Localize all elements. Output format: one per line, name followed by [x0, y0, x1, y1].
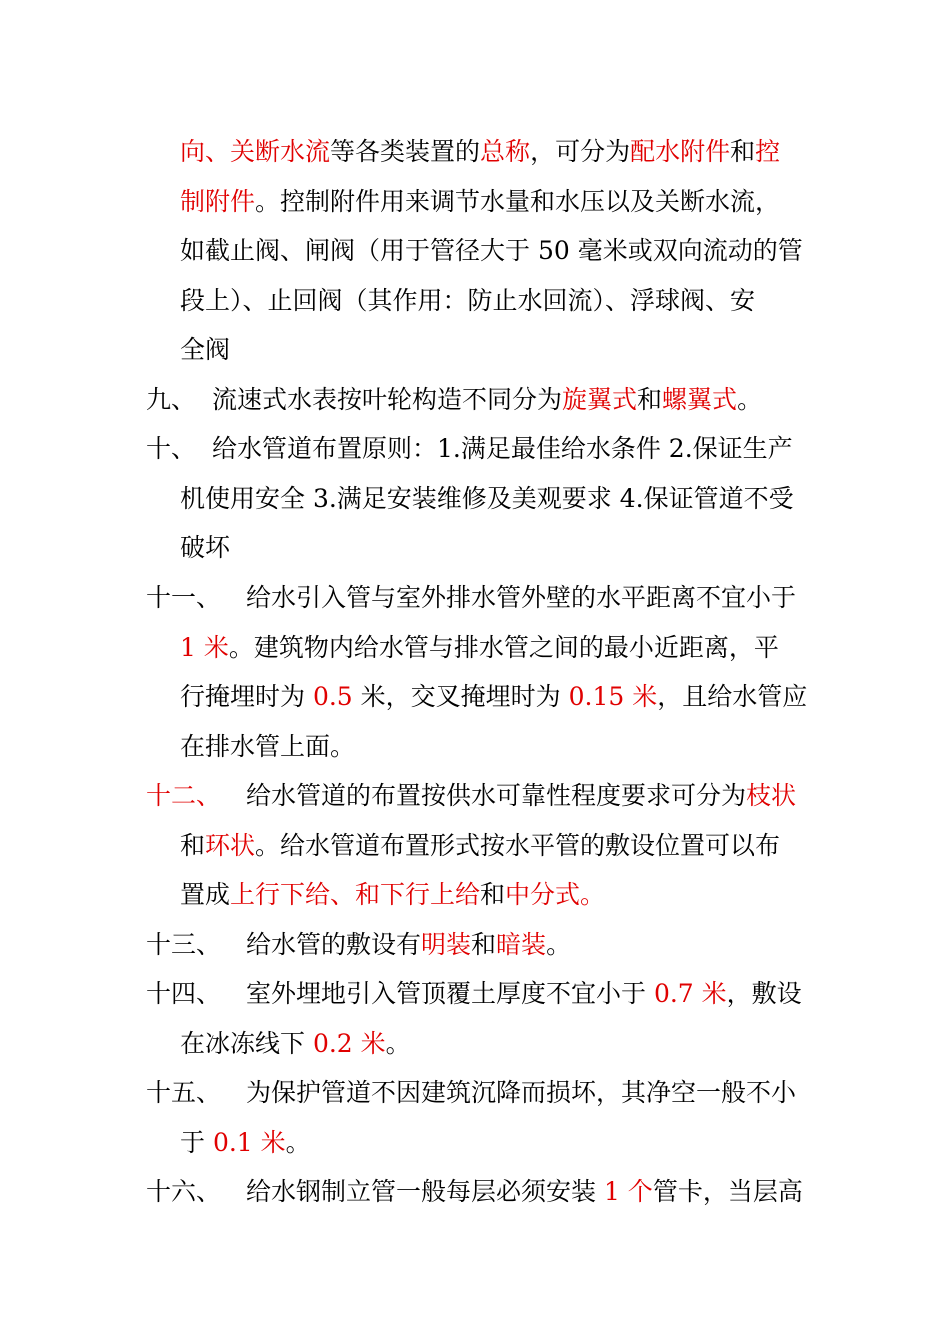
list-number: 十二、	[146, 781, 222, 810]
highlighted-text: 控	[755, 137, 781, 166]
highlighted-text: 0.1 米	[212, 1128, 286, 1157]
body-text: 如截止阀、闸阀（用于管径大于 50 毫米或双向流动的管	[180, 236, 803, 265]
line-text	[246, 778, 796, 814]
line-text	[180, 630, 779, 666]
body-text: ，可分为	[530, 137, 631, 166]
body-text: 置成	[180, 880, 231, 909]
line-text	[180, 481, 794, 517]
body-text: 机使用安全 3.满足安装维修及美观要求 4.保证管道不受	[180, 484, 794, 513]
line-text	[180, 828, 780, 864]
body-text: 给水管道的布置按供水可靠性程度要求可分为	[246, 781, 747, 810]
body-text: 给水管道布置原则：1.满足最佳给水条件 2.保证生产	[212, 434, 793, 463]
highlighted-text: 旋翼式	[562, 385, 638, 414]
highlighted-text: 总称	[480, 137, 531, 166]
highlighted-text: 明装	[421, 930, 472, 959]
body-text: 和	[471, 930, 497, 959]
list-number: 十六、	[146, 1177, 222, 1206]
body-text: 给水管的敷设有	[246, 930, 422, 959]
highlighted-text: 配水附件	[630, 137, 731, 166]
line-text	[246, 927, 571, 963]
line-text	[246, 580, 796, 616]
body-text: 。给水管道布置形式按水平管的敷设位置可以布	[255, 831, 781, 860]
body-text: 段上）、止回阀（其作用：防止水回流）、浮球阀、安	[180, 286, 756, 315]
highlighted-text: 0.7 米	[653, 979, 727, 1008]
highlighted-text: 制附件	[180, 187, 256, 216]
body-text: 于	[180, 1128, 213, 1157]
line-text	[180, 530, 230, 566]
highlighted-text: 枝状	[746, 781, 797, 810]
body-text: 在排水管上面。	[180, 732, 356, 761]
body-text: 。	[285, 1128, 311, 1157]
highlighted-text: 0.15 米	[568, 682, 658, 711]
highlighted-text: 0.2 米	[312, 1029, 386, 1058]
body-text: 和	[637, 385, 663, 414]
body-text: 给水钢制立管一般每层必须安装	[246, 1177, 604, 1206]
body-text: ，敷设	[726, 979, 802, 1008]
highlighted-text: 螺翼式	[662, 385, 738, 414]
list-number: 十、	[146, 434, 197, 463]
list-number: 十五、	[146, 1078, 222, 1107]
body-text: 。	[737, 385, 763, 414]
body-text: 流速式水表按叶轮构造不同分为	[212, 385, 563, 414]
line-text	[212, 431, 793, 467]
body-text: 米，交叉掩埋时为	[352, 682, 569, 711]
highlighted-text: 1 个	[603, 1177, 653, 1206]
list-number: 十三、	[146, 930, 222, 959]
body-text: 。建筑物内给水管与排水管之间的最小近距离，平	[228, 633, 779, 662]
line-text	[180, 679, 807, 715]
line-text	[180, 729, 355, 765]
highlighted-text: 暗装	[496, 930, 547, 959]
body-text: 为保护管道不因建筑沉降而损坏，其净空一般不小	[246, 1078, 797, 1107]
body-text: 。控制附件用来调节水量和水压以及关断水流，	[255, 187, 781, 216]
highlighted-text: 环状	[205, 831, 256, 860]
line-text	[180, 283, 755, 319]
body-text: 和	[180, 831, 206, 860]
body-text: 。	[385, 1029, 411, 1058]
list-number: 十四、	[146, 979, 222, 1008]
body-text: 管卡，当层高	[652, 1177, 803, 1206]
body-text: 和	[730, 137, 756, 166]
line-text	[180, 134, 780, 170]
list-number: 十一、	[146, 583, 222, 612]
body-text: 给水引入管与室外排水管外壁的水平距离不宜小于	[246, 583, 797, 612]
list-number: 九、	[146, 385, 197, 414]
body-text: 。	[546, 930, 572, 959]
highlighted-text: 向、	[180, 137, 231, 166]
highlighted-text: 上行下给、和下行上给	[230, 880, 481, 909]
line-text	[246, 976, 802, 1012]
line-text	[180, 332, 230, 368]
highlighted-text: 1 米	[180, 633, 229, 662]
line-text	[212, 382, 762, 418]
body-text: 和	[480, 880, 506, 909]
highlighted-text: 0.5	[312, 682, 353, 711]
highlighted-text: 中分式。	[505, 880, 606, 909]
line-text	[180, 1125, 311, 1161]
body-text: ，且给水管应	[657, 682, 808, 711]
line-text	[180, 1026, 411, 1062]
highlighted-text: 关断水流	[230, 137, 331, 166]
line-text	[180, 233, 803, 269]
line-text	[246, 1075, 796, 1111]
line-text	[180, 877, 605, 913]
body-text: 行掩埋时为	[180, 682, 313, 711]
body-text: 全阀	[180, 335, 231, 364]
body-text: 在冰冻线下	[180, 1029, 313, 1058]
body-text: 等各类装置的	[330, 137, 481, 166]
line-text	[246, 1174, 803, 1210]
line-text	[180, 184, 780, 220]
body-text: 室外埋地引入管顶覆土厚度不宜小于	[246, 979, 654, 1008]
body-text: 破坏	[180, 533, 231, 562]
